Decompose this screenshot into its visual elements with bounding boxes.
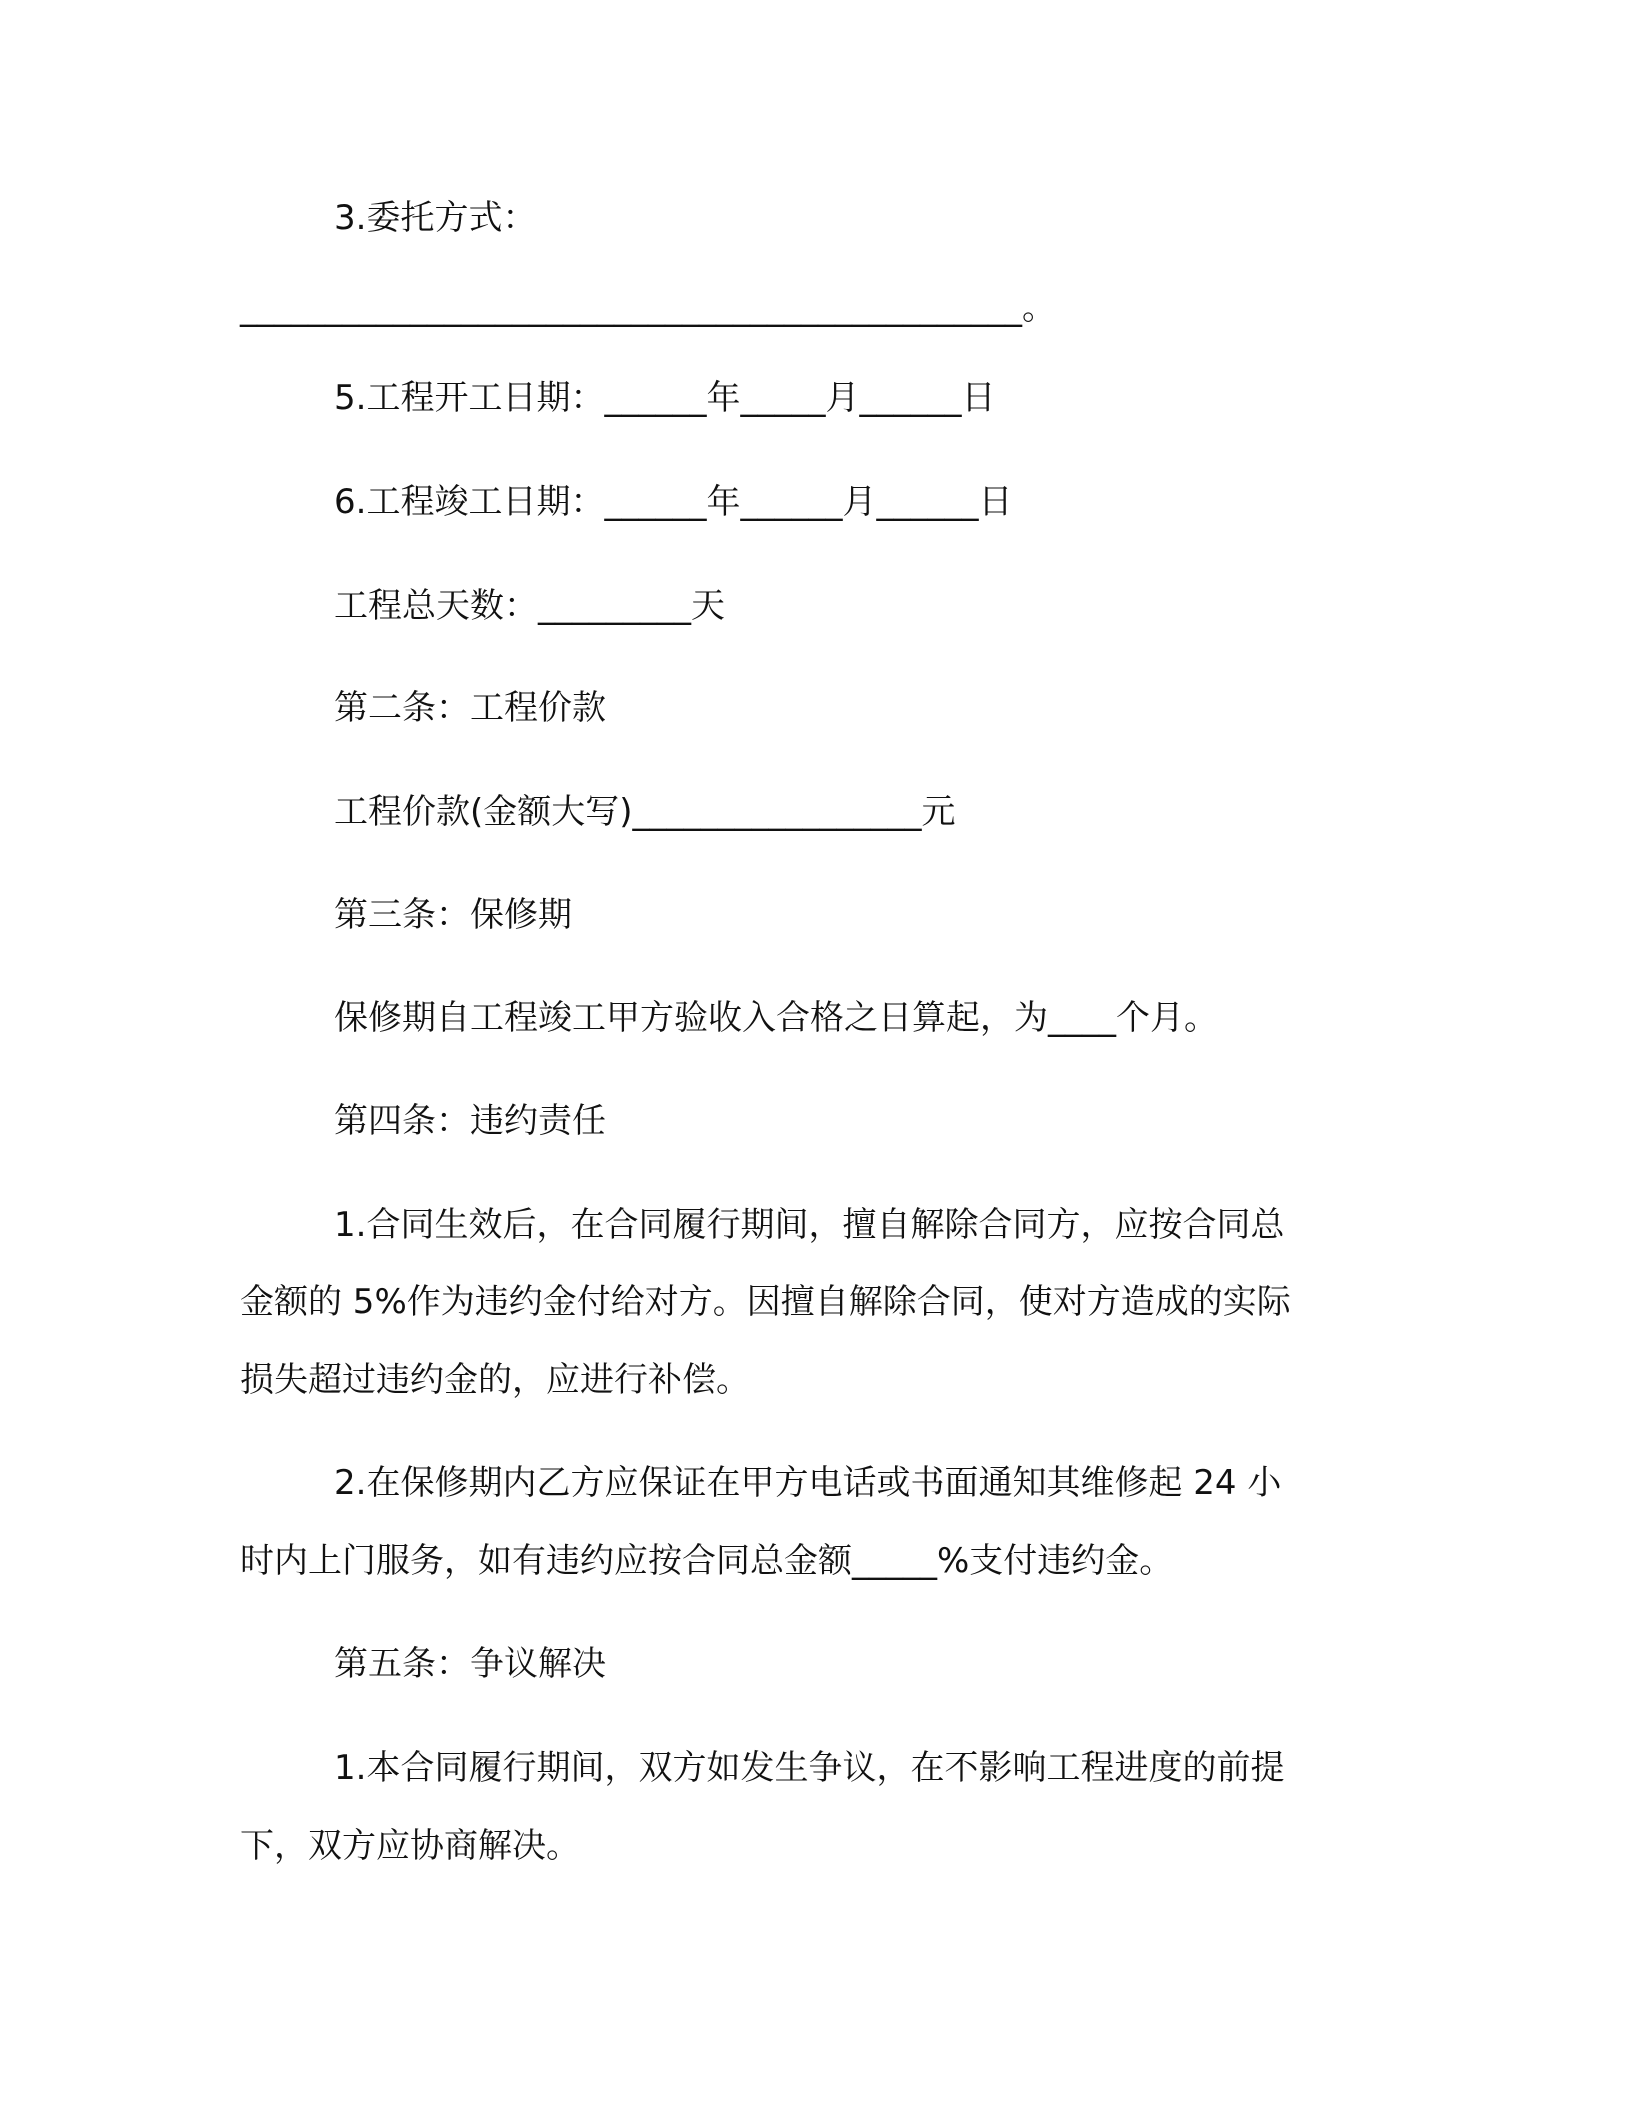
breach-clause-1-line-3: 损失超过违约金的，应进行补偿。 [240,1360,750,1400]
breach-clause-2-line-1: 2.在保修期内乙方应保证在甲方电话或书面通知其维修起 24 小 [334,1463,1282,1503]
dispute-clause-1-line-1: 1.本合同履行期间，双方如发生争议，在不影响工程进度的前提 [334,1748,1285,1788]
completion-date-line: 6.工程竣工日期：______年______月______日 [334,482,1013,522]
start-date-line: 5.工程开工日期：______年_____月______日 [334,378,996,418]
dispute-clause-1-line-2: 下，双方应协商解决。 [240,1826,580,1866]
article-2-heading: 第二条：工程价款 [334,688,606,728]
breach-clause-1-line-2: 金额的 5%作为违约金付给对方。因擅自解除合同，使对方造成的实际 [240,1282,1291,1322]
breach-clause-1-line-1: 1.合同生效后，在合同履行期间，擅自解除合同方，应按合同总 [334,1205,1285,1245]
article-3-heading: 第三条：保修期 [334,895,572,935]
total-days-line: 工程总天数：_________天 [334,586,725,626]
project-price-line: 工程价款(金额大写)_________________元 [334,792,956,832]
delegation-method-label: 3.委托方式： [334,198,537,238]
breach-clause-2-line-2: 时内上门服务，如有违约应按合同总金额_____%支付违约金。 [240,1541,1174,1581]
warranty-period-paragraph: 保修期自工程竣工甲方验收入合格之日算起，为____个月。 [334,998,1218,1038]
delegation-method-blank: ______________________________________________。 [240,288,1056,328]
article-5-heading: 第五条：争议解决 [334,1644,606,1684]
article-4-heading: 第四条：违约责任 [334,1101,606,1141]
